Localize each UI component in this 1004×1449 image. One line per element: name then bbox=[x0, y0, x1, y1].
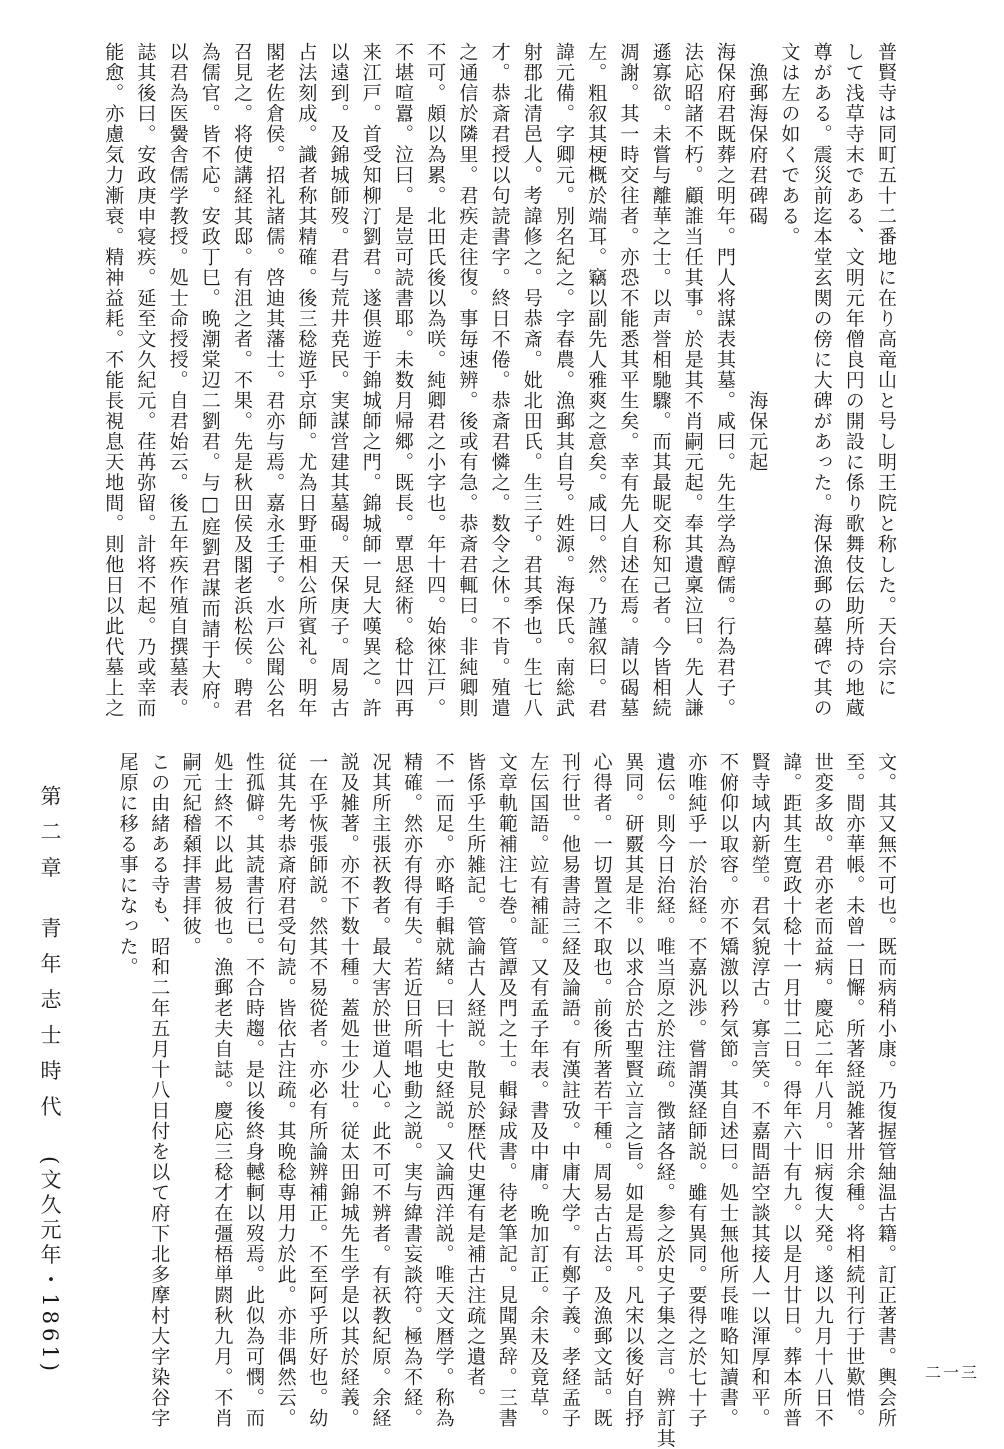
text-column: 賢寺域内新塋。君気貌淳古。寡言笑。不嘉間語空談其接人一以渾厚和平。 bbox=[748, 752, 771, 1429]
text-column: 来江戸。首受知柳汀劉君。遂倶遊于錦城師之門。錦城師一見大嘆異之。許 bbox=[359, 42, 382, 719]
text-column: 不堪喧囂。泣曰。是豈可読書耶。未数月帰郷。既長。覃思経術。稔廿四再 bbox=[392, 42, 414, 719]
text-column: 至。間亦華帳。未曾一日懈。所著経説雑著卅余種。将相続刊行于世歎惜。 bbox=[843, 752, 866, 1429]
text-column: 文。其又無不可也。既而病稍小康。乃復握管紬温古籍。訂正著書。輿会所 bbox=[875, 752, 897, 1429]
text-column: 占法刻成。識者称其精確。後三稔遊乎京師。尤為日野亜相公所賓礼。明年 bbox=[295, 42, 318, 719]
text-column: 従其先考恭斎府君受句読。皆依古注疏。其晩稔専用力於此。亦非偶然云。 bbox=[274, 752, 297, 1429]
text-column: 為儒官。皆不応。安政丁巳。晩潮棠辺二劉君。与□庭劉君謀而請于大府。 bbox=[198, 42, 221, 722]
text-column: 漁郵海保府君碑碣 海保元起 bbox=[746, 42, 769, 473]
text-column: 召見之。将使講経其邸。有沮之者。不果。先是秋田侯及閣老浜松侯。聘君 bbox=[231, 42, 253, 719]
text-column: 海保府君既葬之明年。門人将謀表其墓。咸曰。先生学為醇儒。行為君子。 bbox=[714, 42, 736, 719]
text-column: 遺伝。則今日治経。唯当原之於注疏。徴諸各経。参之於史子集之言。辨訂其 bbox=[653, 752, 676, 1449]
text-column: 閣老佐倉侯。招礼諸儒。啓迪其藩士。君亦与焉。嘉永壬子。水戸公聞公名 bbox=[263, 42, 286, 719]
text-column: 世変多故。君亦老而益病。慶応二年八月。旧病復大発。遂以九月十八日不 bbox=[811, 752, 834, 1429]
text-column: 以遠到。及錦城師歿。君与荒井尭民。実謀営建其墓碣。天保庚子。周易古 bbox=[327, 42, 350, 719]
text-column: 文章軌範補注七巻。管譚及門之士。輯録成書。待老筆記。見聞異辞。三書 bbox=[495, 752, 518, 1429]
text-column: 左。粗叙其梗概於端耳。竊以副先人雅爽之意矣。咸曰。然。乃謹叙曰。君 bbox=[585, 42, 608, 719]
text-column: 精確。然亦有得有失。若近日所唱地動之説。実与緯書妄談符。極為不経。 bbox=[401, 752, 423, 1429]
text-column: 凋謝。其一時交往者。亦恐不能悉其平生矣。幸有先人自述在焉。請以碣墓 bbox=[617, 42, 640, 719]
text-column: 尊がある。震災前迄本堂玄関の傍に大碑があった。海保漁郵の墓碑で其の bbox=[810, 42, 833, 719]
running-head: 第 二 章 青 年 志 士 時 代 (文久元年・1861) bbox=[38, 785, 62, 1375]
text-column: 刊行世。他易書詩三経及論語。有漢註攷。中庸大学。有鄭子義。孝経孟子 bbox=[559, 752, 581, 1429]
text-column: 異同。研覈其是非。以求合於古聖賢立言之旨。如是焉耳。凡宋以後好自抒 bbox=[622, 752, 645, 1429]
text-column: 処士終不以此易彼也。漁郵老夫自誌。慶応三稔才在彊梧単閼秋九月。不肖 bbox=[211, 752, 234, 1429]
text-column: 遜寡欲。未嘗与離華之士。以声誉相馳驟。而其最昵交称知己者。今皆相続 bbox=[649, 42, 672, 719]
text-column: 説及雑著。亦不下数十種。蓋処士少壮。従太田錦城先生学是以其於経義。 bbox=[337, 752, 360, 1429]
text-column: 性孤僻。其読書行已。不合時趨。是以後終身轗軻以歿焉。此似為可憫。而 bbox=[243, 752, 265, 1429]
text-column: 之通信於隣里。君疾走往復。事毎速辨。後或有急。恭斎君輒曰。非純卿則 bbox=[456, 42, 479, 719]
text-column: 一在乎恢張師説。然其不易從者。亦必有所論辨補正。不至阿乎所好也。幼 bbox=[306, 752, 329, 1429]
page-number: 二一三 bbox=[925, 1363, 980, 1382]
text-column: 左伝国語。竝有補証。又有孟子年表。書及中庸。晩加訂正。余未及竟草。 bbox=[527, 752, 550, 1429]
text-column: して浅草寺末である、文明元年僧良円の開設に係り歌舞伎伝助所持の地蔵 bbox=[842, 42, 865, 719]
text-column: 尾原に移る事になった。 bbox=[116, 752, 139, 978]
text-column: 法応昭諸不朽。顧誰当任其事。於是其不肖嗣元起。奉其遺稟泣曰。先人謙 bbox=[681, 42, 704, 719]
text-column: 射郡北清邑人。考諱修之。号恭斎。妣北田氏。生三子。君其季也。生七八 bbox=[520, 42, 543, 719]
text-column: 不一而足。亦略手輯就緒。曰十七史経説。又論西洋説。唯天文暦学。称為 bbox=[432, 752, 455, 1429]
text-column: 皆係乎生所雑記。管論古人経説。散見於歴代史運有是補古注疏之遺者。 bbox=[464, 752, 487, 1408]
text-column: 誌其後曰。安政庚申寝疾。延至文久紀元。荏苒弥留。計将不起。乃或幸而 bbox=[134, 42, 157, 719]
text-column: 心得者。一切置之不取也。前後所著若干種。周易古占法。及漁郵文話。既 bbox=[590, 752, 613, 1429]
text-column: 以君為医黌舎儒学教授。処士命授授。自君始云。後五年疾作殖自撰墓表。 bbox=[166, 42, 189, 719]
text-column: 不可。頗以為累。北田氏後以為咲。純卿君之小字也。年十四。始徠江戸。 bbox=[424, 42, 447, 719]
text-column: 况其所主張祆教者。最大害於世道人心。此不可不辨者。有祆教紀原。余経 bbox=[369, 752, 392, 1429]
text-column: 諱元備。字卿元。別名紀之。字春農。漁郵其自号。姓源。海保氏。南総武 bbox=[553, 42, 575, 719]
text-column: 亦唯純乎一於治経。不嘉汎渉。嘗謂漢経師説。雖有異同。要得之於七十子 bbox=[685, 752, 708, 1429]
text-column: 普賢寺は同町五十二番地に在り高竜山と号し明王院と称した。天台宗に bbox=[875, 42, 897, 698]
text-column: 才。恭斎君授以句読書字。終日不倦。恭斎君憐之。数令之休。不肯。殖遣 bbox=[488, 42, 511, 719]
text-column: 嗣元紀稽顙拝書拝彼。 bbox=[179, 752, 202, 957]
text-column: 能愈。亦慮気力漸衰。精神益耗。不能長視息天地間。則他日以此代墓上之 bbox=[102, 42, 125, 719]
text-column: 文は左の如くである。 bbox=[778, 42, 801, 247]
text-column: 不俯仰以取容。亦不矯激以矜気節。其自述曰。処士無他所長唯略知讀書。 bbox=[717, 752, 739, 1429]
text-column: 諱。距其生寛政十稔十一月廿二日。得年六十有九。以是月廿日。葬本所普 bbox=[780, 752, 803, 1429]
text-column: この由緒ある寺も、昭和二年五月十八日付を以て府下北多摩村大字染谷字 bbox=[148, 752, 171, 1429]
